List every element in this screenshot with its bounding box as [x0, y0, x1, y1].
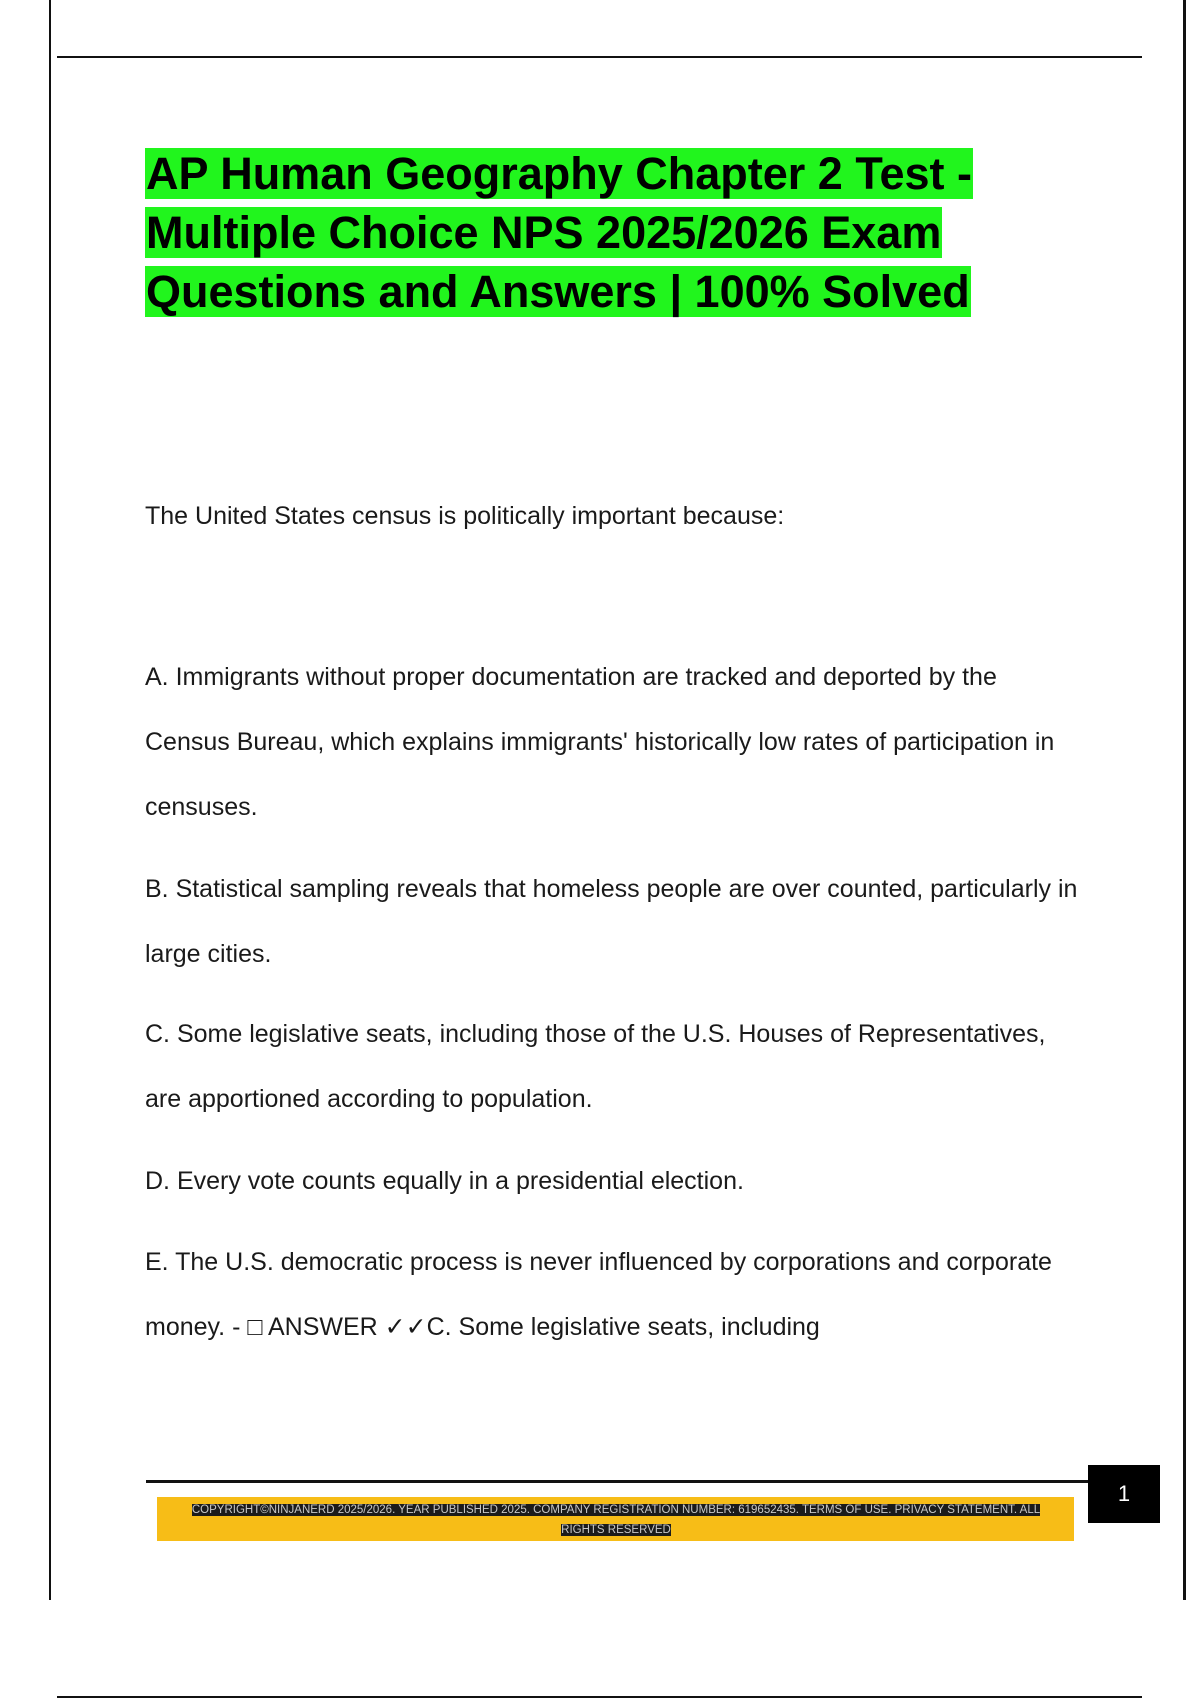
option-e-with-answer: E. The U.S. democratic process is never influenced by corporations and corporate money. - □ ANSWER ✓✓C. Some legislative seats, including: [145, 1248, 1052, 1341]
page-number: 1: [1088, 1465, 1160, 1523]
option-b: B. Statistical sampling reveals that homeless people are over counted, particularly in large cities.: [145, 875, 1078, 968]
footer-rule: [146, 1480, 1088, 1483]
next-page-rule: [57, 1696, 1142, 1698]
option-c: C. Some legislative seats, including those of the U.S. Houses of Representatives, are apportioned according to population.: [145, 1020, 1046, 1113]
copyright-notice: [172, 1500, 1060, 1540]
page-border-left: [49, 0, 51, 1600]
option-a: A. Immigrants without proper documentation are tracked and deported by the Census Bureau, which explains immigrants' historically low rates of participation in censuses.: [145, 663, 1055, 821]
question-text: The United States census is politically important because:: [145, 502, 785, 530]
page-border-right: [1183, 0, 1186, 1600]
option-d: D. Every vote counts equally in a presidential election.: [145, 1167, 744, 1195]
copyright-text: COPYRIGHT©NINJANERD 2025/2026. YEAR PUBLISHED 2025. COMPANY REGISTRATION NUMBER: 619652435. TERMS OF USE. PRIVACY STATEMENT. ALL RIGHTS RESERVED: [191, 1504, 1041, 1536]
header-rule: [57, 56, 1142, 58]
document-title: [145, 144, 1075, 321]
title-highlight: AP Human Geography Chapter 2 Test - Multiple Choice NPS 2025/2026 Exam Questions and Answers | 100% Solved: [146, 148, 972, 317]
